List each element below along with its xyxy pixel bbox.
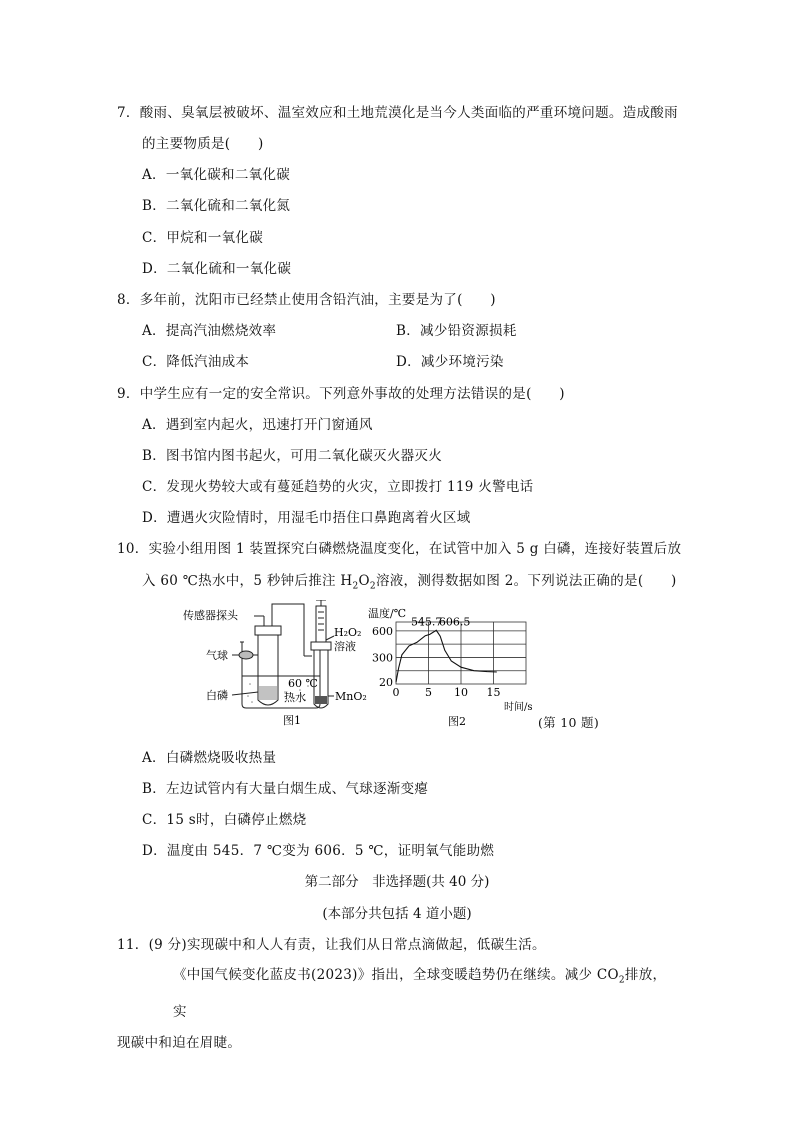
fig2-xtick: 5 bbox=[425, 686, 432, 699]
q10-option-c: C．15 s时，白磷停止燃烧 bbox=[142, 812, 307, 828]
q7-option-b: B．二氧化硫和二氧化氮 bbox=[142, 198, 291, 214]
fig1-label-h2o2: H₂O₂ bbox=[334, 626, 362, 639]
fig2-peak-label-2: 606.5 bbox=[438, 615, 471, 629]
q11-stem: 11．(9 分)实现碳中和人人有责，让我们从日常点滴做起，低碳生活。 bbox=[117, 937, 546, 953]
fig1-label-mno2: MnO₂ bbox=[335, 690, 367, 703]
fig1-label-hotwater: 热水 bbox=[284, 691, 306, 704]
q7-option-a: A．一氧化碳和二氧化碳 bbox=[142, 167, 291, 183]
fig1-label-sensor: 传感器探头 bbox=[183, 609, 238, 622]
q10-option-d: D．温度由 545．7 ℃变为 606．5 ℃，证明氧气能助燃 bbox=[142, 843, 495, 859]
q10-option-b: B．左边试管内有大量白烟生成、气球逐渐变瘪 bbox=[142, 781, 429, 797]
q8-option-c: C．降低汽油成本 bbox=[142, 354, 250, 370]
fig2-xlabel: 时间/s bbox=[504, 702, 533, 713]
fig1-caption: 图1 bbox=[283, 714, 301, 727]
q10-figure-tag: (第 10 题) bbox=[538, 715, 600, 730]
fig2-peak-label-1: 545.7 bbox=[410, 615, 443, 629]
q7-stem-line2: 的主要物质是( ) bbox=[142, 136, 264, 152]
q7-option-c: C．甲烷和一氧化碳 bbox=[142, 230, 264, 246]
q8-option-d: D．减少环境污染 bbox=[396, 354, 504, 370]
fig2-ytick: 20 bbox=[379, 676, 393, 690]
figure1-apparatus bbox=[180, 600, 380, 730]
part2-heading: 第二部分 非选择题(共 40 分) bbox=[304, 874, 490, 890]
q10-option-a: A．白磷燃烧吸收热量 bbox=[142, 750, 277, 766]
fig1-label-phosphorus: 白磷 bbox=[206, 689, 228, 702]
q11-paragraph: 《中国气候变化蓝皮书(2023)》指出，全球变暖趋势仍在继续。减少 $CO_2$排放，实 现碳中和迫在眉睫。 bbox=[117, 967, 667, 1051]
q8-option-a: A．提高汽油燃烧效率 bbox=[142, 323, 277, 339]
fig1-label-temp: 60 ℃ bbox=[288, 677, 318, 690]
figure2-chart bbox=[366, 604, 536, 730]
fig2-caption: 图2 bbox=[448, 715, 466, 728]
q9-option-c: C．发现火势较大或有蔓延趋势的火灾，立即拨打 119 火警电话 bbox=[142, 479, 534, 495]
fig1-label-solution: 溶液 bbox=[334, 640, 356, 653]
part2-subheading: (本部分共包括 4 道小题) bbox=[322, 906, 472, 922]
fig2-xtick: 15 bbox=[486, 686, 501, 699]
q9-option-a: A．遇到室内起火，迅速打开门窗通风 bbox=[142, 417, 373, 433]
q7-option-d: D．二氧化硫和一氧化碳 bbox=[142, 261, 292, 277]
q9-option-d: D．遭遇火灾险情时，用湿毛巾捂住口鼻跑离着火区域 bbox=[142, 510, 471, 526]
q7-stem-line1: 7．酸雨、臭氧层被破坏、温室效应和土地荒漠化是当今人类面临的严重环境问题。造成酸雨 bbox=[117, 105, 678, 121]
q10-stem-line1: 10．实验小组用图 1 装置探究白磷燃烧温度变化，在试管中加入 5 g 白磷，连接好装置后放 bbox=[117, 541, 682, 557]
fig2-curve bbox=[396, 630, 497, 682]
q8-stem: 8．多年前，沈阳市已经禁止使用含铅汽油，主要是为了( ) bbox=[117, 292, 496, 308]
q8-option-b: B．减少铅资源损耗 bbox=[396, 323, 517, 339]
q9-option-b: B．图书馆内图书起火，可用二氧化碳灭火器灭火 bbox=[142, 448, 443, 464]
fig2-ylabel: 温度/℃ bbox=[368, 607, 407, 620]
fig2-xtick: 10 bbox=[454, 686, 468, 699]
q9-stem: 9．中学生应有一定的安全常识。下列意外事故的处理方法错误的是( ) bbox=[117, 386, 565, 402]
fig2-xtick: 0 bbox=[392, 686, 400, 699]
fig2-ytick: 600 bbox=[372, 624, 393, 638]
fig2-ytick: 300 bbox=[372, 651, 393, 665]
q10-stem-line2: 入 60 ℃热水中，5 秒钟后推注 $H_2O_2$溶液，测得数据如图 2。下列说法正确的是( ) bbox=[142, 573, 677, 592]
fig1-label-balloon: 气球 bbox=[206, 649, 228, 662]
